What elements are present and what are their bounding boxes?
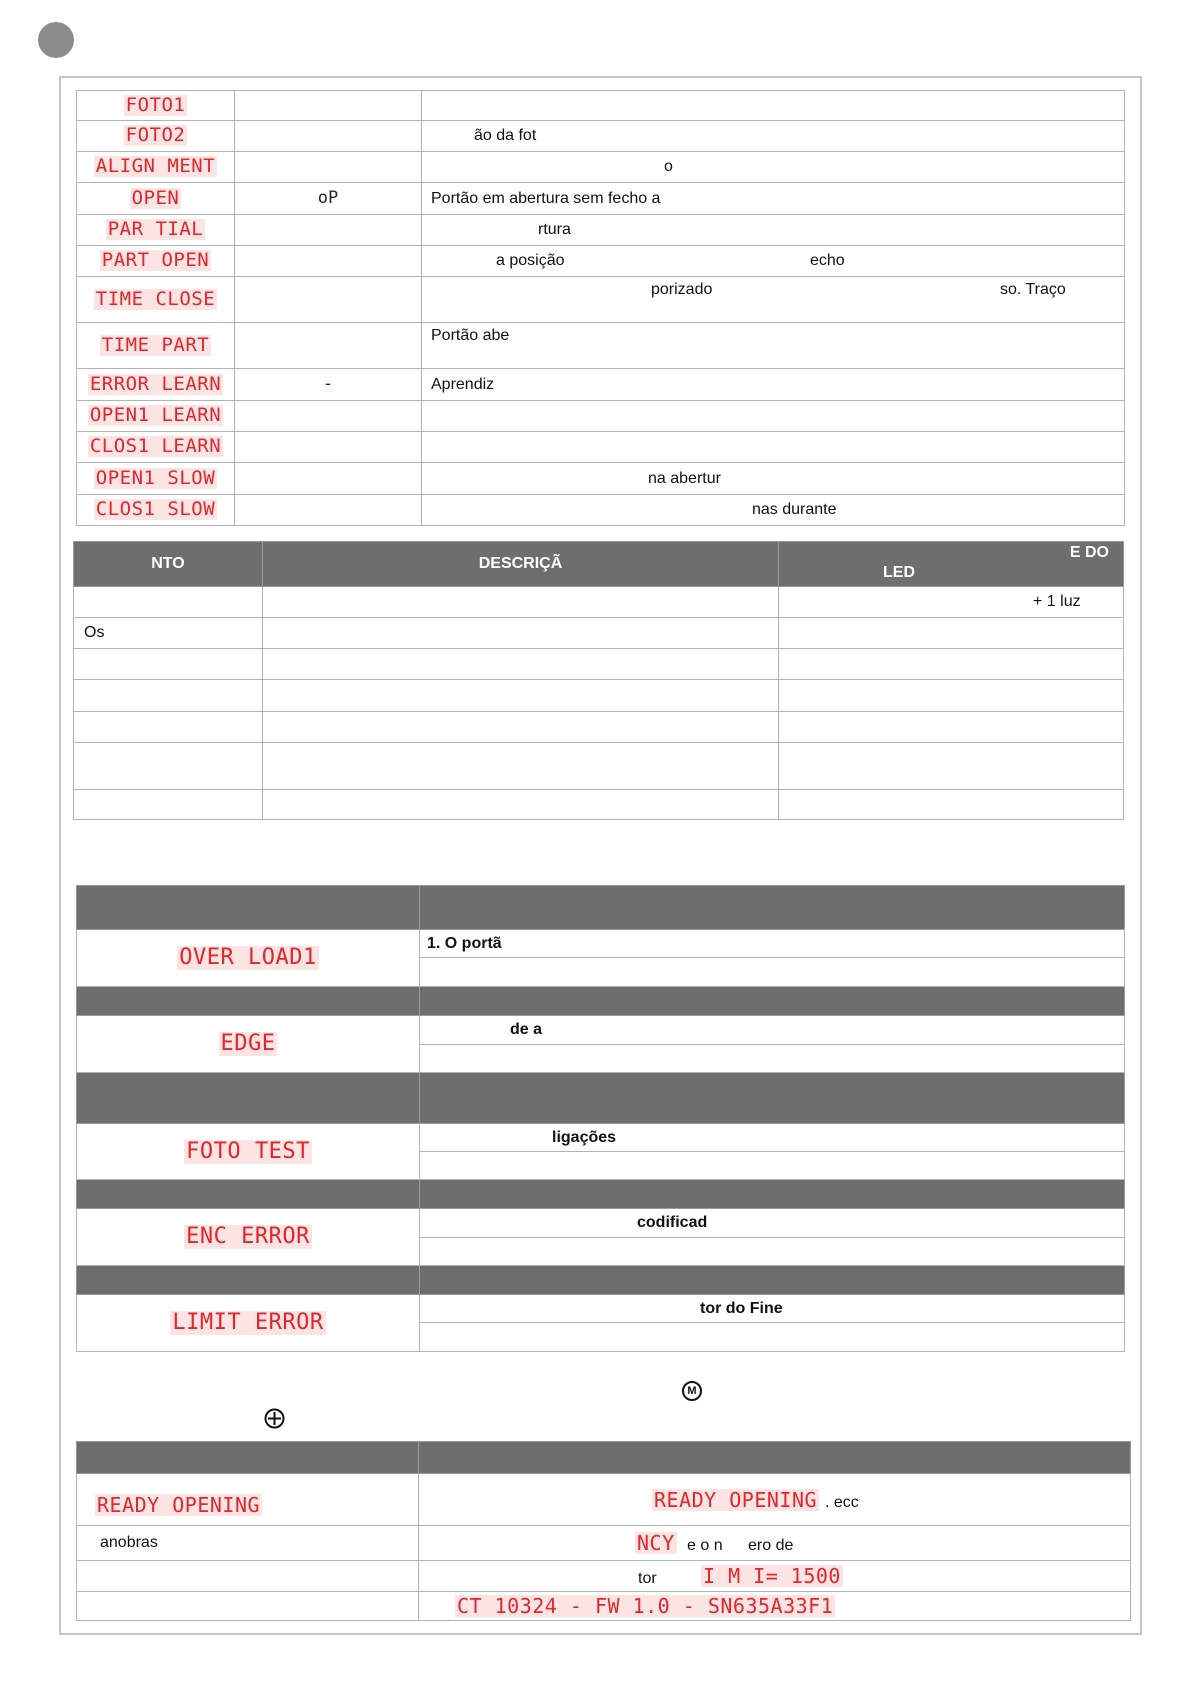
description-text: ão da fot [474,126,537,144]
separator-row [77,1073,1125,1124]
display-cell [77,463,235,495]
table-cell [779,618,1124,649]
header-cell [77,1073,420,1124]
status-led-table [73,541,1124,820]
led-display-text: TIME CLOSE [95,287,216,310]
symbol-cell [235,152,422,183]
led-display-text: I M I= 1500 [703,1564,841,1588]
table-header-row [77,1442,1131,1474]
alarm-display-cell [77,1124,420,1180]
detail-text-2: ero de [748,1536,794,1554]
header-cell [420,1180,1125,1209]
table-row [77,215,1125,246]
display-cell [77,246,235,277]
alarm-remedy-cell [420,1323,1125,1352]
m-key-icon: M [682,1381,702,1401]
table-cell [74,649,263,680]
description-cell [422,277,1125,323]
info-row [77,1526,1131,1561]
header-cell [419,1442,1131,1474]
separator-row [77,1180,1125,1209]
led-display-text: FOTO2 [125,124,186,147]
table-cell [74,712,263,743]
table-row [77,91,1125,121]
table-row [77,121,1125,152]
led-display-text: OPEN1 LEARN [89,404,222,427]
alarms-table [76,885,1125,1352]
description-text: rtura [538,220,571,238]
table-cell [779,712,1124,743]
symbol-cell [235,121,422,152]
symbol-cell [235,215,422,246]
info-table [76,1441,1131,1621]
segment-symbol: oP [317,187,339,208]
table-cell [263,680,779,712]
info-label-cell [77,1474,419,1526]
alarm-row [77,930,1125,958]
info-detail-cell [419,1561,1131,1592]
table-row [74,743,1124,790]
table-row [74,649,1124,680]
alarm-cause-cell [420,1295,1125,1323]
alarm-cause-text: tor do Fine [700,1299,783,1317]
symbol-cell [235,495,422,526]
led-state-text: + 1 luz [1033,592,1081,610]
description-text-2: echo [810,251,845,269]
led-display-text: OVER LOAD1 [179,945,317,970]
description-text: a posição [496,251,565,269]
alarm-display-cell [77,1016,420,1073]
info-detail-cell [419,1474,1131,1526]
info-detail-cell [419,1526,1131,1561]
alarm-cause-cell [420,1016,1125,1045]
table-cell [779,680,1124,712]
separator-row [77,1266,1125,1295]
table-row [74,618,1124,649]
led-display-text: READY OPENING [97,1492,261,1517]
led-display-text: OPEN [131,186,180,209]
description-cell [422,323,1125,369]
display-cell [77,401,235,432]
table-row [74,790,1124,820]
table-cell [74,587,263,618]
table-cell [263,743,779,790]
table-row [77,246,1125,277]
alarm-remedy-cell [420,1238,1125,1266]
table-cell [263,790,779,820]
description-text: Portão em abertura sem fecho a [431,189,661,207]
table-row [77,183,1125,215]
table-row [77,369,1125,401]
symbol-cell [235,463,422,495]
table-cell [263,618,779,649]
header-cell [420,1266,1125,1295]
header-cell [77,886,420,930]
description-text: nas durante [752,500,837,518]
detail-text: . ecc [825,1493,859,1511]
header-cell [420,886,1125,930]
table-row [77,463,1125,495]
table-cell [74,618,263,649]
description-cell [422,463,1125,495]
table-cell [779,790,1124,820]
header-cell: NTO [74,542,263,587]
info-row [77,1561,1131,1592]
display-messages-table [76,90,1125,526]
info-row [77,1592,1131,1621]
alarm-row [77,1209,1125,1238]
led-display-text: ENC ERROR [186,1224,310,1249]
alarm-display-cell [77,1209,420,1266]
alarm-cause-cell [420,1209,1125,1238]
led-display-text: LIMIT ERROR [172,1310,324,1335]
led-display-text: READY OPENING [654,1487,818,1512]
symbol-cell [235,369,422,401]
header-cell: DESCRIÇÃ [263,542,779,587]
segment-symbol: - [322,373,334,394]
description-cell [422,246,1125,277]
display-cell [77,121,235,152]
description-cell [422,432,1125,463]
description-cell [422,495,1125,526]
description-text: na abertur [648,469,721,487]
table-cell [779,649,1124,680]
led-display-text: ALIGN MENT [95,155,216,178]
description-cell [422,183,1125,215]
plus-key-icon [264,1408,285,1429]
header-cell-led [779,542,1124,587]
symbol-cell [235,183,422,215]
alarm-display-cell [77,930,420,987]
description-text: Aprendiz [431,375,495,393]
table-row [77,152,1125,183]
display-cell [77,432,235,463]
display-cell [77,152,235,183]
alarm-remedy-cell [420,958,1125,987]
alarm-display-cell [77,1295,420,1352]
alarm-remedy-cell [420,1045,1125,1073]
info-label-cell [77,1561,419,1592]
table-header-row [77,886,1125,930]
description-cell [422,152,1125,183]
description-cell [422,121,1125,152]
led-display-text: PAR TIAL [107,218,204,241]
alarm-cause-text: de a [510,1020,543,1038]
table-cell [263,587,779,618]
display-cell [77,215,235,246]
led-display-text: OPEN1 SLOW [95,466,216,489]
display-cell [77,183,235,215]
symbol-cell [235,246,422,277]
table-row [74,587,1124,618]
description-text: Portão abe [431,327,510,344]
table-row [77,277,1125,323]
table-header-row [74,542,1124,587]
header-text-line1: E DO [1069,544,1109,561]
table-row [77,495,1125,526]
alarm-cause-text: ligações [552,1128,617,1146]
header-cell [77,1180,420,1209]
alarm-cause-cell [420,1124,1125,1152]
header-cell [77,1266,420,1295]
led-display-text: EDGE [220,1031,276,1056]
alarm-remedy-cell [420,1152,1125,1180]
display-cell [77,369,235,401]
header-text-line2: LED [883,564,915,581]
led-display-text: ERROR LEARN [89,372,222,395]
symbol-cell [235,323,422,369]
table-row [74,680,1124,712]
table-row [77,401,1125,432]
alarm-cause-cell [420,930,1125,958]
table-row [77,432,1125,463]
table-cell [263,649,779,680]
table-cell [779,587,1124,618]
table-cell [263,712,779,743]
alarm-cause-text: 1. O portã [427,934,502,952]
display-cell [77,323,235,369]
info-label-cell [77,1592,419,1621]
symbol-cell [235,432,422,463]
symbol-cell [235,401,422,432]
alarm-row [77,1295,1125,1323]
header-cell [420,987,1125,1016]
info-detail-cell [419,1592,1131,1621]
description-cell [422,401,1125,432]
separator-row [77,987,1125,1016]
display-cell [77,495,235,526]
table-row [77,323,1125,369]
led-display-text: PART OPEN [101,249,210,272]
led-display-text: CLOS1 SLOW [95,498,216,521]
info-row [77,1474,1131,1526]
display-cell [77,91,235,121]
detail-text: e o n [687,1536,723,1554]
led-display-text: TIME PART [101,333,210,356]
description-text: porizado [651,281,713,298]
display-cell [77,277,235,323]
header-cell [77,987,420,1016]
led-display-text: FOTO1 [125,93,186,116]
page-marker-circle [38,22,74,58]
info-label-cell [77,1526,419,1561]
alarm-row [77,1016,1125,1045]
symbol-cell [235,277,422,323]
description-cell [422,215,1125,246]
description-text: o [664,157,673,175]
description-cell [422,91,1125,121]
header-cell [77,1442,419,1474]
led-display-text: CLOS1 LEARN [89,435,222,458]
item-text: Os [84,623,105,641]
led-display-text: NCY [637,1531,675,1555]
label-text: anobras [100,1533,158,1551]
table-row [74,712,1124,743]
detail-text: tor [638,1569,657,1587]
led-display-text: FOTO TEST [186,1138,310,1164]
alarm-row [77,1124,1125,1152]
description-text-2: so. Traço [1000,281,1066,298]
led-display-text: CT 10324 - FW 1.0 - SN635A33F1 [457,1594,834,1618]
table-cell [779,743,1124,790]
table-cell [74,743,263,790]
symbol-cell [235,91,422,121]
table-cell [74,790,263,820]
alarm-cause-text: codificad [637,1213,708,1231]
header-cell [420,1073,1125,1124]
table-cell [74,680,263,712]
description-cell [422,369,1125,401]
